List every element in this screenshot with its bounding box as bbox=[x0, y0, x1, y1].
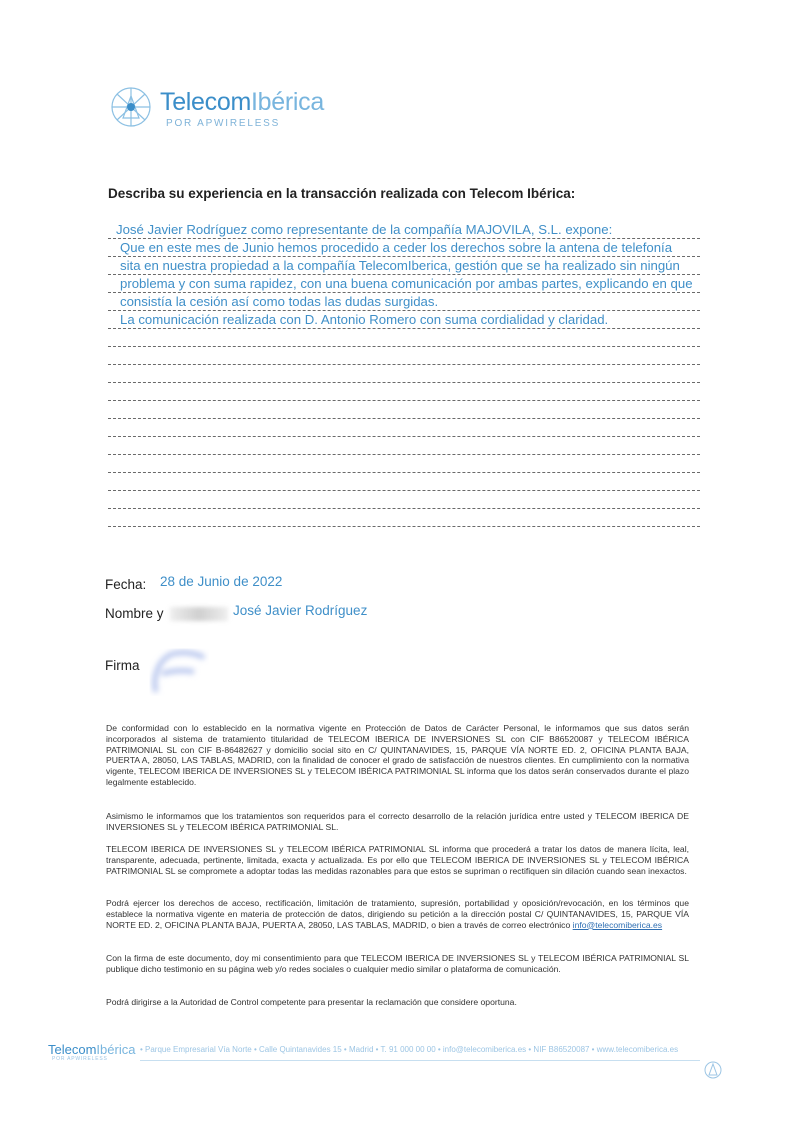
brand-subtitle: POR APWIRELESS bbox=[166, 118, 281, 129]
legal-rights-text: Podrá ejercer los derechos de acceso, rectificación, limitación de tratamiento, supresión, portabilidad y oposición/revocación, en los términos que establece la normativa vigente en materia de protección de datos, dirigiendo su petición a la dirección postal C/ QUINTANAVIDES, 15, PARQUE VÍA NORTE ED. 2, OFICINA PLANTA BAJA, PUERTA A, 28050, LAS TABLAS, MADRID, o bien a través de correo electrónico bbox=[106, 898, 689, 930]
legal-paragraph: De conformidad con lo establecido en la normativa vigente en Protección de Datos de Carácter Personal, le informamos que sus datos serán incorporados al sistema de tratamiento titularidad de TELECOM IBERICA DE INVERSIONES SL con CIF B86520087 y TELECOM IBÉRICA PATRIMONIAL SL con CIF B-86482627 y domicilio social sito en C/ QUINTANAVIDES, 15, PARQUE VÍA NORTE ED. 2, OFICINA PLANTA BAJA, PUERTA A, 28050, LAS TABLAS, MADRID, con la finalidad de conocer el grado de satisfacción de nuestros clientes. En cumplimiento con la normativa vigente, TELECOM IBERICA DE INVERSIONES SL y TELECOM IBÉRICA PATRIMONIAL SL informa que los datos serán conservados durante el plazo legalmente establecido. bbox=[106, 723, 689, 787]
rule-line bbox=[108, 238, 700, 239]
rule-line bbox=[108, 256, 700, 257]
answer-line: consistía la cesión así como todas las dudas surgidas. bbox=[120, 294, 439, 309]
rule-line bbox=[108, 292, 700, 293]
fecha-label: Fecha: bbox=[105, 577, 147, 592]
footer-brand-thin: Ibérica bbox=[96, 1042, 136, 1057]
brand-bold: Telecom bbox=[160, 88, 251, 116]
rule-line bbox=[108, 490, 700, 491]
nombre-value: José Javier Rodríguez bbox=[233, 603, 368, 618]
answer-line: José Javier Rodríguez como representante de la compañía MAJOVILA, S.L. expone: bbox=[116, 222, 613, 237]
rule-line bbox=[108, 508, 700, 509]
rule-line bbox=[108, 526, 700, 527]
rule-line bbox=[108, 382, 700, 383]
rule-line bbox=[108, 364, 700, 365]
legal-paragraph: Asimismo le informamos que los tratamientos son requeridos para el correcto desarrollo de la relación jurídica entre usted y TELECOM IBERICA DE INVERSIONES SL y TELECOM IBÉRICA PATRIMONIAL SL. bbox=[106, 811, 689, 832]
rule-line bbox=[108, 274, 700, 275]
footer-logo-icon bbox=[703, 1060, 723, 1080]
footer-brand-bold: Telecom bbox=[48, 1042, 97, 1057]
rule-line bbox=[108, 418, 700, 419]
firma-label: Firma bbox=[105, 658, 140, 673]
footer-divider bbox=[140, 1060, 700, 1061]
answer-line: Que en este mes de Junio hemos procedido a ceder los derechos sobre la antena de telefonía bbox=[120, 240, 673, 255]
rule-line bbox=[108, 310, 700, 311]
contact-email-link[interactable]: info@telecomiberica.es bbox=[572, 919, 663, 930]
rule-line bbox=[108, 472, 700, 473]
legal-paragraph bbox=[106, 898, 689, 930]
nombre-label: Nombre y bbox=[105, 606, 164, 621]
legal-paragraph: TELECOM IBERICA DE INVERSIONES SL y TELECOM IBÉRICA PATRIMONIAL SL informa que procederá a tratar los datos de manera lícita, leal, transparente, adecuada, pertinente, limitada, exacta y actualizada. Es por ello que TELECOM IBERICA DE INVERSIONES SL y TELECOM IBÉRICA PATRIMONIAL SL se compromete a adoptar todas las medidas razonables para que estos se supriman o rectifiquen sin dilación cuando sean inexactos. bbox=[106, 844, 689, 876]
answer-line: sita en nuestra propiedad a la compañía TelecomIberica, gestión que se ha realizado sin ningún bbox=[120, 258, 680, 273]
footer-contact: • Parque Empresarial Vía Norte • Calle Quintanavides 15 • Madrid • T. 91 000 00 00 • info@telecomiberica.es • NIF B86520087 • www.telecomiberica.es bbox=[140, 1045, 679, 1054]
legal-paragraph: Con la firma de este documento, doy mi consentimiento para que TELECOM IBERICA DE INVERSIONES SL y TELECOM IBÉRICA PATRIMONIAL SL publique dicho testimonio en su página web y/o redes sociales o cualquier medio similar o plataforma de comunicación. bbox=[106, 953, 689, 974]
rule-line bbox=[108, 328, 700, 329]
telecom-iberica-logo-icon bbox=[108, 84, 154, 130]
rule-line bbox=[108, 454, 700, 455]
legal-paragraph: Podrá dirigirse a la Autoridad de Control competente para presentar la reclamación que considere oportuna. bbox=[106, 997, 517, 1007]
answer-line: La comunicación realizada con D. Antonio Romero con suma cordialidad y claridad. bbox=[120, 312, 609, 327]
footer-brand-subtitle: POR APWIRELESS bbox=[52, 1056, 108, 1062]
redacted-blur bbox=[170, 607, 228, 621]
signature-blurred bbox=[142, 648, 232, 700]
rule-line bbox=[108, 400, 700, 401]
rule-line bbox=[108, 436, 700, 437]
fecha-value: 28 de Junio de 2022 bbox=[160, 574, 283, 589]
brand-wordmark bbox=[160, 88, 324, 117]
answer-line: problema y con suma rapidez, con una buena comunicación por ambas partes, explicando en que bbox=[120, 276, 693, 291]
rule-line bbox=[108, 346, 700, 347]
footer-brand bbox=[48, 1042, 135, 1057]
brand-thin: Ibérica bbox=[251, 88, 324, 116]
form-question: Describa su experiencia en la transacción realizada con Telecom Ibérica: bbox=[108, 186, 576, 201]
